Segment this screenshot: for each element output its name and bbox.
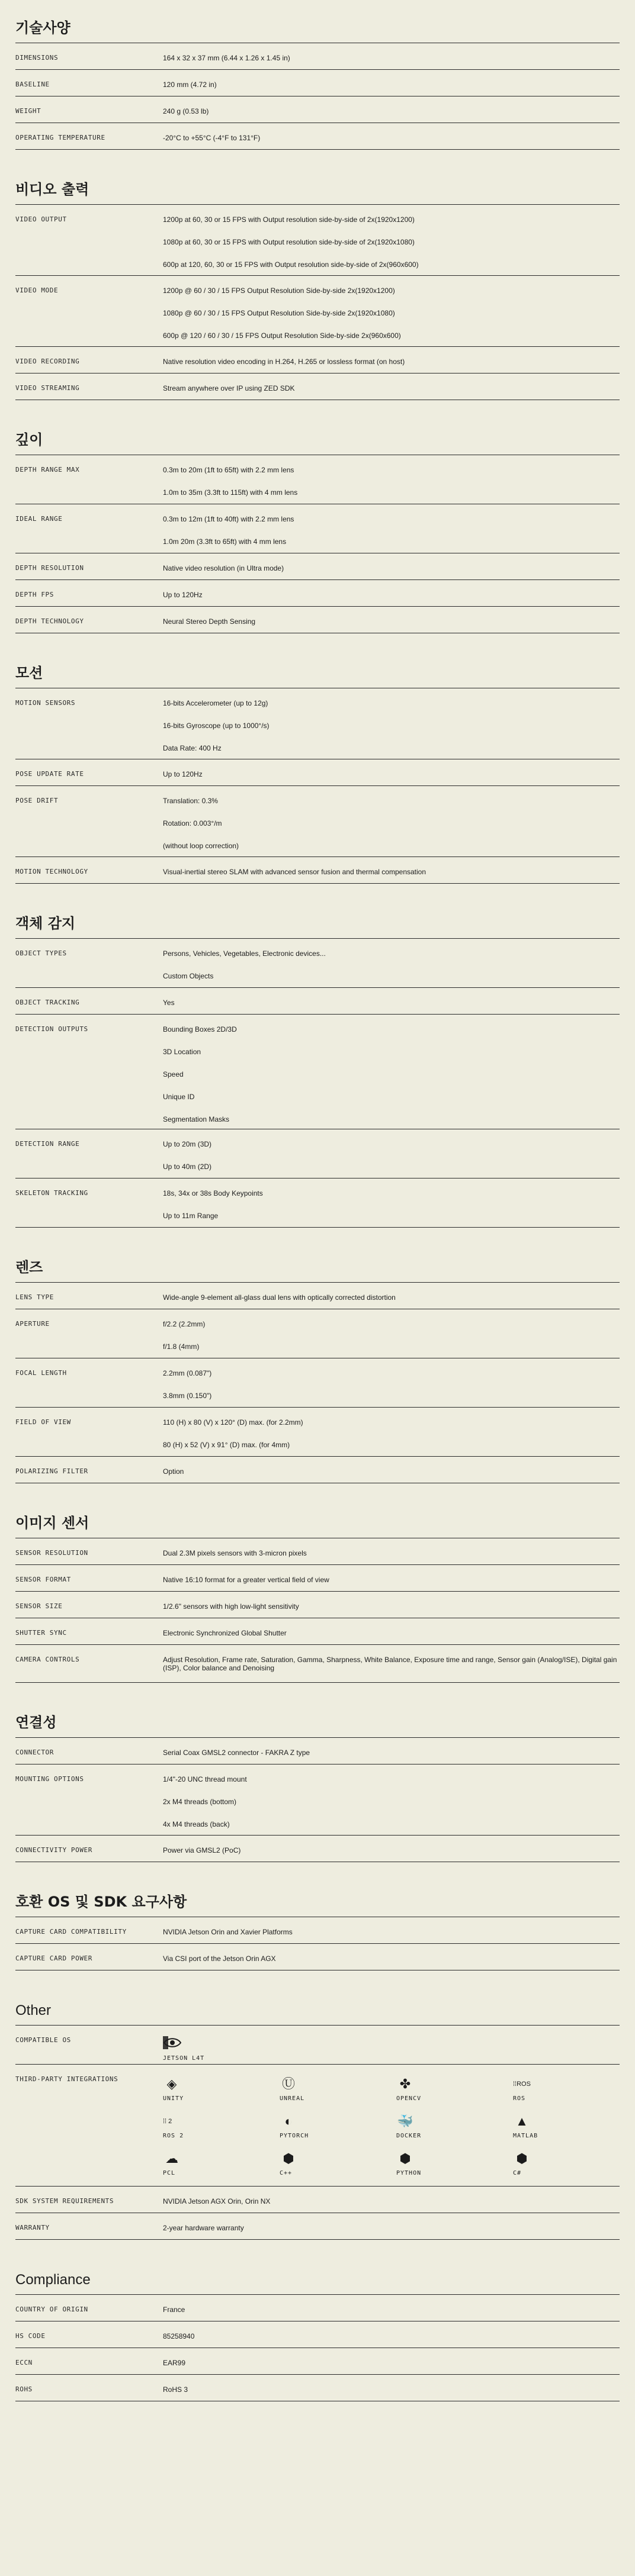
spec-value: Wide-angle 9-element all-glass dual lens with optically corrected distortion: [163, 1293, 396, 1302]
spec-label: MOTION SENSORS: [15, 699, 76, 707]
pytorch-icon: ◐: [284, 2114, 293, 2129]
spec-row-video-mode: [15, 276, 620, 347]
spec-label: SDK SYSTEM REQUIREMENTS: [15, 2197, 114, 2205]
spec-row-video-streaming: [15, 373, 620, 400]
spec-value: f/2.2 (2.2mm): [163, 1320, 206, 1328]
spec-values: [163, 54, 620, 62]
spec-label: DEPTH TECHNOLOGY: [15, 617, 84, 625]
spec-label: FIELD OF VIEW: [15, 1418, 71, 1426]
opencv-icon: ✤: [399, 2076, 411, 2091]
spec-value: Custom Objects: [163, 972, 214, 980]
spec-rows: [15, 1538, 620, 1683]
spec-row-video-recording: [15, 347, 620, 373]
spec-value: 3D Location: [163, 1048, 201, 1056]
section-title: 연결성: [15, 1714, 57, 1731]
spec-value: Rotation: 0.003°/m: [163, 819, 222, 827]
integration-item: [513, 2113, 630, 2142]
spec-values: [163, 2385, 620, 2394]
spec-row-detection-range: [15, 1129, 620, 1178]
spec-row-capture-card-power: [15, 1944, 620, 1970]
spec-row-object-tracking: [15, 988, 620, 1015]
spec-row-ideal-range: [15, 504, 620, 553]
spec-value: 240 g (0.53 lb): [163, 107, 209, 115]
ros-icon: ⁞⁞ROS: [513, 2081, 531, 2088]
other-section: [15, 1997, 620, 2240]
spec-row-depth-technology: [15, 607, 620, 633]
spec-values: [163, 466, 620, 497]
spec-row-skeleton-tracking: [15, 1178, 620, 1228]
integration-name: C#: [513, 2170, 522, 2176]
spec-value: Bounding Boxes 2D/3D: [163, 1025, 237, 1033]
spec-label: HS CODE: [15, 2332, 46, 2340]
spec-values: [163, 1846, 620, 1854]
spec-row-motion-sensors: [15, 688, 620, 759]
spec-values: [163, 1140, 620, 1171]
spec-label: LENS TYPE: [15, 1293, 54, 1301]
spec-value: Native 16:10 format for a greater vertical field of view: [163, 1576, 329, 1584]
spec-label: BASELINE: [15, 80, 50, 88]
spec-value: 80 (H) x 52 (V) x 91° (D) max. (for 4mm): [163, 1441, 290, 1449]
spec-value: Up to 120Hz: [163, 770, 203, 778]
spec-row-aperture: [15, 1309, 620, 1358]
spec-value: 120 mm (4.72 in): [163, 80, 217, 89]
spec-value: EAR99: [163, 2359, 186, 2367]
spec-rows: [15, 204, 620, 400]
spec-value: Serial Coax GMSL2 connector - FAKRA Z type: [163, 1749, 310, 1757]
spec-value: 600p at 120, 60, 30 or 15 FPS with Output resolution side-by-side of 2x(960x600): [163, 260, 419, 269]
section-title: Other: [15, 2002, 52, 2018]
spec-section: [15, 1709, 620, 1862]
section-title: 비디오 출력: [15, 181, 89, 198]
spec-label: DEPTH FPS: [15, 591, 54, 598]
matlab-icon: ▲: [515, 2114, 528, 2129]
spec-rows: [15, 2294, 620, 2401]
spec-values: [163, 617, 620, 626]
spec-value: f/1.8 (4mm): [163, 1342, 200, 1351]
integration-name: OPENCV: [396, 2095, 422, 2102]
spec-values: [163, 1418, 620, 1449]
integration-item: [396, 2150, 513, 2179]
spec-row-country-of-origin: [15, 2295, 620, 2321]
spec-values: [163, 1293, 620, 1302]
spec-value: Persons, Vehicles, Vegetables, Electronic devices...: [163, 949, 326, 958]
integration-name: ROS: [513, 2095, 526, 2102]
spec-value: NVIDIA Jetson Orin and Xavier Platforms: [163, 1928, 293, 1936]
spec-row-depth-fps: [15, 580, 620, 607]
spec-values: [163, 215, 620, 268]
integration-name: ROS 2: [163, 2133, 184, 2139]
spec-label: SKELETON TRACKING: [15, 1189, 88, 1197]
spec-rows: [15, 1917, 620, 1970]
spec-value: 16-bits Gyroscope (up to 1000°/s): [163, 722, 270, 730]
spec-values: [163, 358, 620, 366]
spec-values: [163, 515, 620, 546]
spec-row-hs-code: [15, 2321, 620, 2348]
spec-label: ECCN: [15, 2359, 33, 2366]
spec-section: [15, 1254, 620, 1483]
spec-value: 0.3m to 20m (1ft to 65ft) with 2.2 mm lens: [163, 466, 294, 474]
spec-section: [15, 1888, 620, 1970]
ros2-icon: ⁞⁞ 2: [163, 2118, 172, 2125]
spec-value: Power via GMSL2 (PoC): [163, 1846, 241, 1854]
spec-row-sdk-system-requirements: [15, 2187, 620, 2213]
spec-value: Native resolution video encoding in H.264, H.265 or lossless format (on host): [163, 358, 405, 366]
cpp-icon: ⬢: [283, 2151, 294, 2166]
spec-values: [163, 1656, 620, 1675]
spec-label: DETECTION RANGE: [15, 1140, 80, 1148]
spec-label: OPERATING TEMPERATURE: [15, 134, 105, 141]
spec-label: VIDEO RECORDING: [15, 358, 80, 365]
spec-label: WARRANTY: [15, 2224, 50, 2232]
spec-value: RoHS 3: [163, 2385, 188, 2394]
spec-label: MOTION TECHNOLOGY: [15, 868, 88, 875]
spec-value: 18s, 34x or 38s Body Keypoints: [163, 1189, 263, 1197]
section-title: 이미지 센서: [15, 1515, 89, 1531]
spec-row-detection-outputs: [15, 1015, 620, 1129]
spec-row-camera-controls: [15, 1645, 620, 1683]
section-title: 호환 OS 및 SDK 요구사항: [15, 1894, 187, 1910]
spec-value: Up to 20m (3D): [163, 1140, 212, 1148]
spec-values: [163, 1629, 620, 1637]
integration-name: DOCKER: [396, 2133, 422, 2139]
spec-label: OBJECT TYPES: [15, 949, 67, 957]
spec-value: Up to 40m (2D): [163, 1163, 212, 1171]
spec-value: 1080p @ 60 / 30 / 15 FPS Output Resolution Side-by-side 2x(1920x1080): [163, 309, 395, 317]
unity-icon: ◈: [166, 2076, 177, 2091]
spec-value: Data Rate: 400 Hz: [163, 744, 222, 752]
spec-row-motion-technology: [15, 857, 620, 884]
integration-item: [280, 2075, 396, 2104]
spec-rows: [15, 938, 620, 1228]
spec-section: [15, 910, 620, 1228]
spec-values: [163, 797, 620, 849]
integration-item: [513, 2150, 630, 2179]
spec-label: OBJECT TRACKING: [15, 999, 80, 1006]
os-name: JETSON L4T: [163, 2055, 205, 2062]
spec-label: MOUNTING OPTIONS: [15, 1775, 84, 1783]
spec-value: 4x M4 threads (back): [163, 1820, 230, 1828]
spec-label: CAPTURE CARD POWER: [15, 1954, 93, 1962]
spec-value: Up to 120Hz: [163, 591, 203, 599]
spec-row-capture-card-compatibility: [15, 1917, 620, 1944]
spec-label: SENSOR RESOLUTION: [15, 1549, 88, 1557]
spec-value: Visual-inertial stereo SLAM with advanced sensor fusion and thermal compensation: [163, 868, 426, 876]
spec-section: [15, 659, 620, 884]
spec-row-lens-type: [15, 1283, 620, 1309]
spec-values: [163, 2305, 620, 2314]
spec-label: CONNECTOR: [15, 1749, 54, 1756]
spec-label: POLARIZING FILTER: [15, 1467, 88, 1475]
integration-name: PYTHON: [396, 2170, 422, 2176]
spec-value: 85258940: [163, 2332, 195, 2340]
spec-value: -20°C to +55°C (-4°F to 131°F): [163, 134, 261, 142]
spec-value: 2-year hardware warranty: [163, 2224, 244, 2232]
spec-values: [163, 286, 620, 339]
spec-row-connectivity-power: [15, 1836, 620, 1862]
spec-row-object-types: [15, 939, 620, 988]
spec-values: [163, 1549, 620, 1557]
integration-item: [396, 2075, 513, 2104]
spec-value: NVIDIA Jetson AGX Orin, Orin NX: [163, 2197, 271, 2205]
spec-label: SENSOR FORMAT: [15, 1576, 71, 1583]
spec-values: [163, 1467, 620, 1476]
spec-row-polarizing-filter: [15, 1457, 620, 1483]
spec-values: [163, 1602, 620, 1611]
spec-row-rohs: [15, 2375, 620, 2401]
unreal-icon: Ⓤ: [281, 2076, 295, 2091]
spec-values: [163, 999, 620, 1007]
section-title: 기술사양: [15, 20, 70, 36]
spec-label: VIDEO OUTPUT: [15, 215, 67, 223]
spec-values: [163, 591, 620, 599]
spec-value: Option: [163, 1467, 184, 1476]
spec-label: DIMENSIONS: [15, 54, 59, 62]
spec-label: COUNTRY OF ORIGIN: [15, 2305, 88, 2313]
spec-values: [163, 699, 620, 752]
spec-label: FOCAL LENGTH: [15, 1369, 67, 1377]
spec-rows: [15, 1737, 620, 1862]
spec-values: [163, 134, 620, 142]
spec-section: [15, 1509, 620, 1683]
spec-row-mounting-options: [15, 1764, 620, 1836]
spec-value: Stream anywhere over IP using ZED SDK: [163, 384, 295, 392]
spec-values: [163, 1749, 620, 1757]
spec-label: THIRD-PARTY INTEGRATIONS: [15, 2075, 118, 2083]
spec-row-warranty: [15, 2213, 620, 2240]
spec-label: POSE DRIFT: [15, 797, 59, 804]
spec-label: SENSOR SIZE: [15, 1602, 63, 1610]
spec-values: [163, 1576, 620, 1584]
spec-row-pose-drift: [15, 786, 620, 857]
spec-value: Unique ID: [163, 1093, 195, 1101]
spec-values: [163, 564, 620, 572]
spec-row-focal-length: [15, 1358, 620, 1408]
spec-section: [15, 14, 620, 150]
spec-row-field-of-view: [15, 1408, 620, 1457]
spec-value: Electronic Synchronized Global Shutter: [163, 1629, 287, 1637]
spec-value: Dual 2.3M pixels sensors with 3-micron pixels: [163, 1549, 307, 1557]
nvidia-icon: [163, 2036, 184, 2053]
specs-page: [0, 14, 635, 2401]
spec-row-weight: [15, 96, 620, 123]
spec-value: 600p @ 120 / 60 / 30 / 15 FPS Output Resolution Side-by-side 2x(960x600): [163, 331, 401, 340]
spec-value: 1/4"-20 UNC thread mount: [163, 1775, 247, 1783]
integration-name: UNREAL: [280, 2095, 305, 2102]
spec-row-compatible-os: [15, 2026, 620, 2065]
spec-values: [163, 1369, 620, 1400]
spec-value: 2.2mm (0.087"): [163, 1369, 212, 1377]
spec-value: Neural Stereo Depth Sensing: [163, 617, 256, 626]
spec-value: Via CSI port of the Jetson Orin AGX: [163, 1954, 276, 1963]
spec-values: [163, 2036, 620, 2062]
spec-row-video-output: [15, 205, 620, 276]
csharp-icon: ⬢: [516, 2151, 528, 2166]
integration-item: [163, 2113, 280, 2142]
spec-label: SHUTTER SYNC: [15, 1629, 67, 1637]
spec-value: Native video resolution (in Ultra mode): [163, 564, 284, 572]
spec-row-pose-update-rate: [15, 759, 620, 786]
spec-label: COMPATIBLE OS: [15, 2036, 71, 2044]
spec-row-baseline: [15, 70, 620, 96]
spec-value: 164 x 32 x 37 mm (6.44 x 1.26 x 1.45 in): [163, 54, 290, 62]
spec-values: [163, 80, 620, 89]
python-icon: ⬢: [399, 2151, 411, 2166]
spec-section: [15, 426, 620, 633]
spec-values: [163, 1025, 620, 1122]
spec-label: DETECTION OUTPUTS: [15, 1025, 88, 1033]
spec-label: POSE UPDATE RATE: [15, 770, 84, 778]
spec-values: [163, 2224, 620, 2232]
spec-label: CAPTURE CARD COMPATIBILITY: [15, 1928, 127, 1936]
integration-item: [396, 2113, 513, 2142]
spec-label: VIDEO STREAMING: [15, 384, 80, 392]
spec-values: [163, 770, 620, 778]
spec-values: [163, 1928, 620, 1936]
spec-label: ROHS: [15, 2385, 33, 2393]
spec-values: [163, 949, 620, 980]
spec-label: IDEAL RANGE: [15, 515, 63, 523]
integration-grid: [163, 2075, 630, 2179]
integration-item: [513, 2075, 630, 2104]
spec-row-integrations: [15, 2065, 620, 2187]
spec-section: [15, 176, 620, 400]
spec-values: [163, 1189, 620, 1220]
spec-row-sensor-resolution: [15, 1538, 620, 1565]
spec-values: [163, 2332, 620, 2340]
spec-value: 0.3m to 12m (1ft to 40ft) with 2.2 mm lens: [163, 515, 294, 523]
spec-row-depth-resolution: [15, 553, 620, 580]
integration-item: [280, 2150, 396, 2179]
spec-label: APERTURE: [15, 1320, 50, 1328]
spec-rows: [15, 455, 620, 633]
spec-value: 1.0m 20m (3.3ft to 65ft) with 4 mm lens: [163, 537, 287, 546]
spec-values: [163, 868, 620, 876]
spec-value: France: [163, 2305, 185, 2314]
spec-value: Up to 11m Range: [163, 1212, 219, 1220]
spec-label: WEIGHT: [15, 107, 41, 115]
spec-value: 1200p at 60, 30 or 15 FPS with Output resolution side-by-side of 2x(1920x1200): [163, 215, 415, 224]
spec-values: [163, 1954, 620, 1963]
spec-value: Adjust Resolution, Frame rate, Saturation, Gamma, Sharpness, White Balance, Exposure time and range, Sensor gain (Analog/ISE), Digital gain (ISP), Color balance and Denoising: [163, 1656, 617, 1672]
integration-item: [163, 2150, 280, 2179]
spec-values: [163, 1320, 620, 1351]
spec-value: 110 (H) x 80 (V) x 120° (D) max. (for 2.2mm): [163, 1418, 303, 1427]
section-title: 렌즈: [15, 1259, 43, 1276]
spec-label: CONNECTIVITY POWER: [15, 1846, 93, 1854]
integration-name: UNITY: [163, 2095, 184, 2102]
spec-row-sensor-format: [15, 1565, 620, 1592]
spec-rows: [15, 2025, 620, 2240]
os-item: [163, 2036, 620, 2062]
spec-value: 1080p at 60, 30 or 15 FPS with Output resolution side-by-side of 2x(1920x1080): [163, 238, 415, 246]
spec-row-shutter-sync: [15, 1618, 620, 1645]
spec-rows: [15, 43, 620, 150]
section-title: 깊이: [15, 432, 43, 448]
spec-value: Speed: [163, 1070, 184, 1078]
spec-values: [163, 107, 620, 115]
spec-row-connector: [15, 1738, 620, 1764]
spec-values: [163, 1775, 620, 1828]
pcl-icon: ☁: [165, 2151, 178, 2166]
spec-label: DEPTH RESOLUTION: [15, 564, 84, 572]
spec-values: [163, 384, 620, 392]
spec-value: 1/2.6" sensors with high low-light sensitivity: [163, 1602, 299, 1611]
spec-value: Yes: [163, 999, 175, 1007]
section-title: 객체 감지: [15, 915, 76, 932]
spec-label: DEPTH RANGE MAX: [15, 466, 80, 474]
integration-name: PCL: [163, 2170, 176, 2176]
spec-label: CAMERA CONTROLS: [15, 1656, 80, 1663]
spec-row-sensor-size: [15, 1592, 620, 1618]
spec-value: Segmentation Masks: [163, 1115, 230, 1123]
spec-rows: [15, 1282, 620, 1483]
spec-label: VIDEO MODE: [15, 286, 59, 294]
integration-name: MATLAB: [513, 2133, 538, 2139]
spec-values: [163, 2197, 620, 2205]
spec-row-dimensions: [15, 43, 620, 70]
integration-name: PYTORCH: [280, 2133, 309, 2139]
spec-row-depth-range-max: [15, 455, 620, 504]
spec-rows: [15, 688, 620, 884]
spec-value: 1.0m to 35m (3.3ft to 115ft) with 4 mm lens: [163, 488, 298, 497]
spec-value: 3.8mm (0.150"): [163, 1392, 212, 1400]
spec-value: 2x M4 threads (bottom): [163, 1798, 237, 1806]
integration-item: [163, 2075, 280, 2104]
spec-row-operating-temperature: [15, 123, 620, 150]
spec-values: [163, 2359, 620, 2367]
section-title: Compliance: [15, 2272, 91, 2288]
spec-value: 1200p @ 60 / 30 / 15 FPS Output Resolution Side-by-side 2x(1920x1200): [163, 286, 395, 295]
spec-row-eccn: [15, 2348, 620, 2375]
spec-section: [15, 2266, 620, 2401]
spec-value: Translation: 0.3%: [163, 797, 218, 805]
integration-name: C++: [280, 2170, 293, 2176]
section-title: 모션: [15, 665, 43, 681]
docker-icon: 🐳: [397, 2114, 413, 2129]
integration-item: [280, 2113, 396, 2142]
spec-value: 16-bits Accelerometer (up to 12g): [163, 699, 268, 707]
spec-value: (without loop correction): [163, 842, 239, 850]
